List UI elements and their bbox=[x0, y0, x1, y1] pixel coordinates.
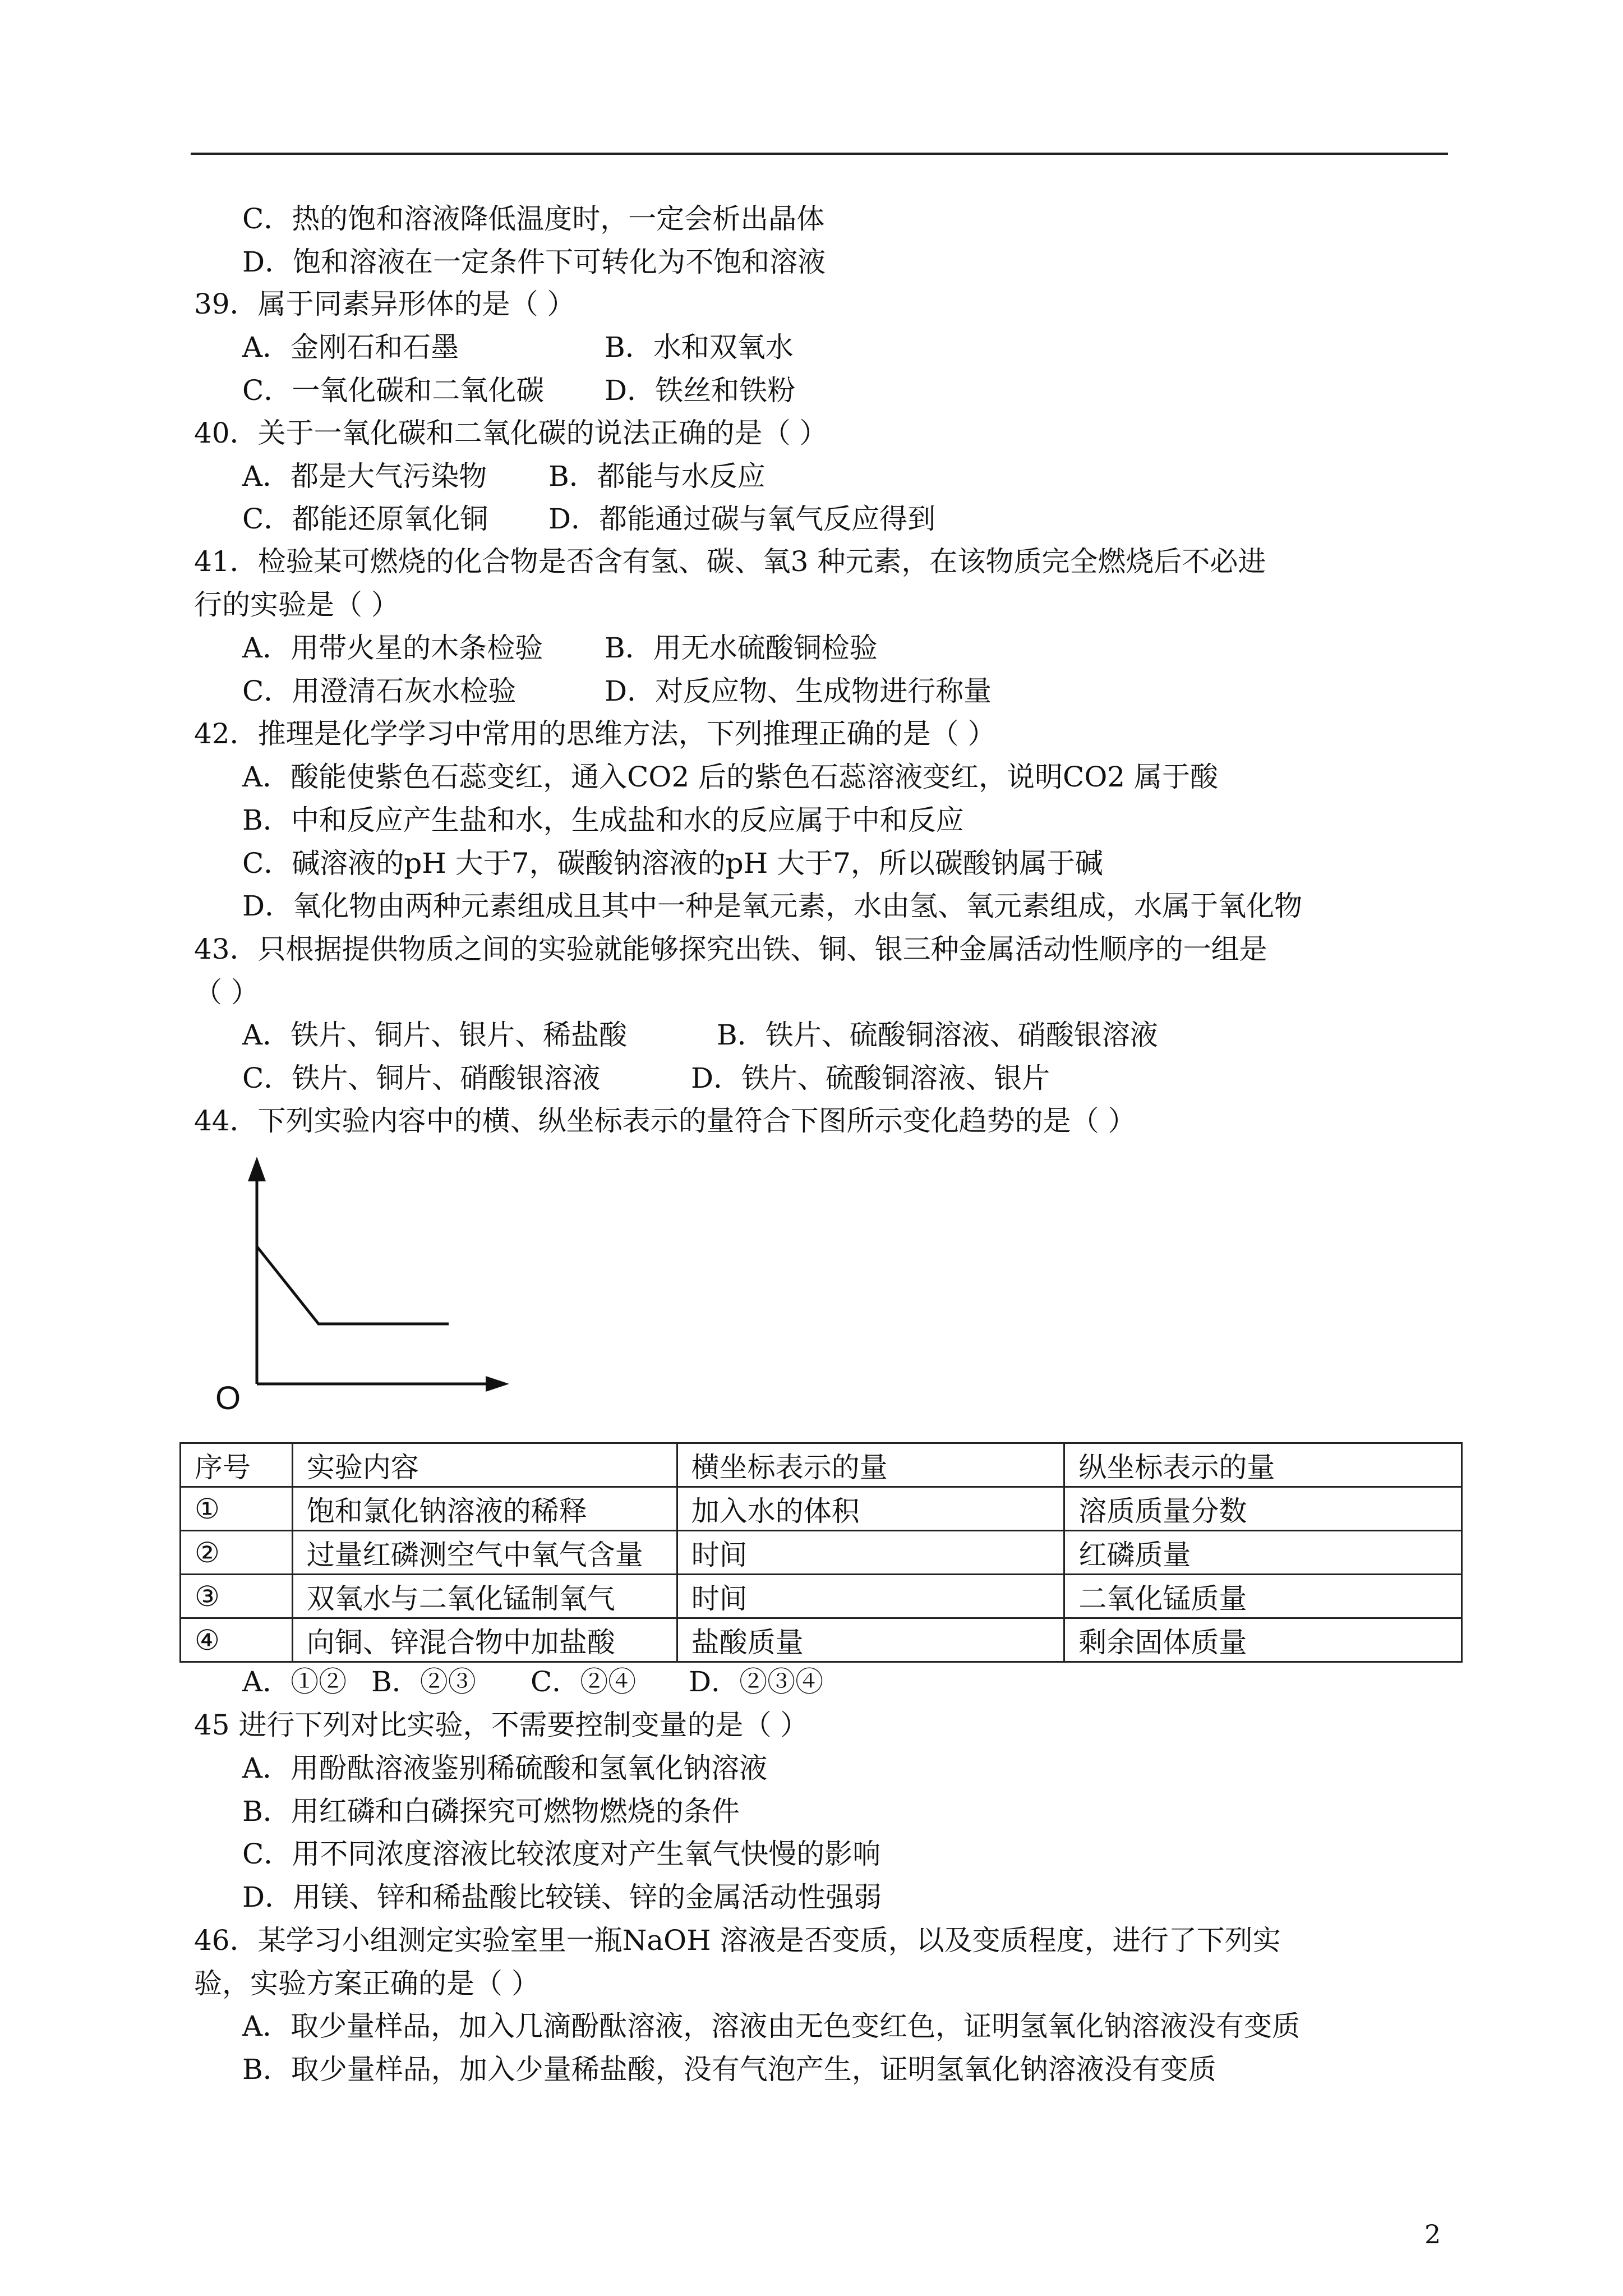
table-cell: 溶质质量分数 bbox=[1064, 1487, 1462, 1531]
q46-option-a: A．取少量样品，加入几滴酚酞溶液，溶液由无色变红色，证明氢氧化钠溶液没有变质 bbox=[242, 2010, 1301, 2042]
q44-option-c: C．②④ bbox=[531, 1665, 637, 1698]
q39-option-a: A．金刚石和石墨 bbox=[242, 331, 459, 364]
trend-line bbox=[257, 1246, 449, 1324]
q42-stem: 42．推理是化学学习中常用的思维方法，下列推理正确的是（ ） bbox=[194, 717, 996, 750]
q46-stem-line1: 46．某学习小组测定实验室里一瓶NaOH 溶液是否变质，以及变质程度，进行了下列实 bbox=[194, 1924, 1281, 1957]
q46-option-b: B．取少量样品，加入少量稀盐酸，没有气泡产生，证明氢氧化钠溶液没有变质 bbox=[242, 2053, 1216, 2086]
experiment-table bbox=[179, 1442, 1463, 1663]
q38-option-c: C．热的饱和溶液降低温度时，一定会析出晶体 bbox=[242, 203, 825, 235]
trend-graph bbox=[213, 1157, 527, 1415]
q40-option-a: A．都是大气污染物 bbox=[242, 460, 487, 493]
q41-option-d: D．对反应物、生成物进行称量 bbox=[605, 675, 992, 707]
q43-option-d: D．铁片、硫酸铜溶液、银片 bbox=[691, 1062, 1050, 1094]
q38-option-d: D．饱和溶液在一定条件下可转化为不饱和溶液 bbox=[242, 246, 826, 278]
table-row bbox=[181, 1531, 1462, 1575]
q41-option-c: C．用澄清石灰水检验 bbox=[242, 675, 517, 707]
table-cell: 剩余固体质量 bbox=[1064, 1618, 1462, 1662]
q45-option-a: A．用酚酞溶液鉴别稀硫酸和氢氧化钠溶液 bbox=[242, 1752, 768, 1784]
q46-stem-line2: 验，实验方案正确的是（ ） bbox=[194, 1967, 540, 2000]
q39-option-b: B．水和双氧水 bbox=[605, 331, 794, 364]
q42-option-c: C．碱溶液的pH 大于7，碳酸钠溶液的pH 大于7，所以碳酸钠属于碱 bbox=[242, 847, 1103, 880]
q43-stem-line1: 43．只根据提供物质之间的实验就能够探究出铁、铜、银三种金属活动性顺序的一组是 bbox=[194, 933, 1267, 965]
x-axis-arrow bbox=[486, 1376, 509, 1392]
q41-stem-line2: 行的实验是（ ） bbox=[194, 588, 399, 621]
header-cell: 纵坐标表示的量 bbox=[1064, 1443, 1462, 1487]
header-cell: 序号 bbox=[181, 1443, 293, 1487]
table-cell: 向铜、锌混合物中加盐酸 bbox=[292, 1618, 677, 1662]
y-axis-arrow bbox=[248, 1157, 266, 1181]
q45-option-d: D．用镁、锌和稀盐酸比较镁、锌的金属活动性强弱 bbox=[242, 1881, 882, 1913]
table-cell: 双氧水与二氧化锰制氧气 bbox=[292, 1575, 677, 1618]
q45-stem: 45 进行下列对比实验，不需要控制变量的是（ ） bbox=[194, 1709, 809, 1741]
origin-label: O bbox=[215, 1380, 241, 1415]
q41-option-a: A．用带火星的木条检验 bbox=[242, 632, 543, 664]
table-cell: 盐酸质量 bbox=[677, 1618, 1064, 1662]
q43-option-c: C．铁片、铜片、硝酸银溶液 bbox=[242, 1062, 601, 1094]
q44-option-b: B．②③ bbox=[371, 1665, 476, 1698]
table-cell: ③ bbox=[181, 1575, 293, 1618]
q44-stem: 44．下列实验内容中的横、纵坐标表示的量符合下图所示变化趋势的是（ ） bbox=[194, 1105, 1136, 1137]
q41-stem-line1: 41．检验某可燃烧的化合物是否含有氢、碳、氧3 种元素，在该物质完全燃烧后不必进 bbox=[194, 545, 1266, 578]
table-cell: ② bbox=[181, 1531, 293, 1575]
table-cell: ① bbox=[181, 1487, 293, 1531]
table-cell: 时间 bbox=[677, 1575, 1064, 1618]
table-row bbox=[181, 1487, 1462, 1531]
q43-stem-line2: （ ） bbox=[194, 976, 259, 1009]
table-row bbox=[181, 1618, 1462, 1662]
table-cell: 时间 bbox=[677, 1531, 1064, 1575]
q40-option-c: C．都能还原氧化铜 bbox=[242, 503, 488, 535]
table-cell: 二氧化锰质量 bbox=[1064, 1575, 1462, 1618]
q40-stem: 40．关于一氧化碳和二氧化碳的说法正确的是（ ） bbox=[194, 417, 828, 449]
table-header-row bbox=[181, 1443, 1462, 1487]
q39-option-d: D．铁丝和铁粉 bbox=[605, 374, 796, 407]
table-cell: ④ bbox=[181, 1618, 293, 1662]
q42-option-b: B．中和反应产生盐和水，生成盐和水的反应属于中和反应 bbox=[242, 804, 964, 836]
q40-option-d: D．都能通过碳与氧气反应得到 bbox=[548, 503, 936, 535]
table-row bbox=[181, 1575, 1462, 1618]
header-cell: 横坐标表示的量 bbox=[677, 1443, 1064, 1487]
table-cell: 加入水的体积 bbox=[677, 1487, 1064, 1531]
q45-option-b: B．用红磷和白磷探究可燃物燃烧的条件 bbox=[242, 1795, 740, 1828]
page-number: 2 bbox=[1424, 2219, 1441, 2249]
q45-option-c: C．用不同浓度溶液比较浓度对产生氧气快慢的影响 bbox=[242, 1838, 881, 1870]
q43-option-b: B．铁片、硫酸铜溶液、硝酸银溶液 bbox=[717, 1019, 1158, 1051]
q44-option-d: D．②③④ bbox=[689, 1665, 824, 1698]
q43-option-a: A．铁片、铜片、银片、稀盐酸 bbox=[242, 1019, 628, 1051]
q39-stem: 39．属于同素异形体的是（ ） bbox=[194, 288, 575, 320]
q41-option-b: B．用无水硫酸铜检验 bbox=[605, 632, 878, 664]
q40-option-b: B．都能与水反应 bbox=[548, 460, 766, 493]
table-cell: 红磷质量 bbox=[1064, 1531, 1462, 1575]
q44-option-a: A．①② bbox=[242, 1665, 347, 1698]
table-cell: 过量红磷测空气中氧气含量 bbox=[292, 1531, 677, 1575]
table-cell: 饱和氯化钠溶液的稀释 bbox=[292, 1487, 677, 1531]
header-rule bbox=[191, 153, 1448, 155]
q42-option-a: A．酸能使紫色石蕊变红，通入CO2 后的紫色石蕊溶液变红，说明CO2 属于酸 bbox=[242, 761, 1219, 793]
q39-option-c: C．一氧化碳和二氧化碳 bbox=[242, 374, 545, 407]
header-cell: 实验内容 bbox=[292, 1443, 677, 1487]
q42-option-d: D．氧化物由两种元素组成且其中一种是氧元素，水由氢、氧元素组成，水属于氧化物 bbox=[242, 890, 1303, 922]
